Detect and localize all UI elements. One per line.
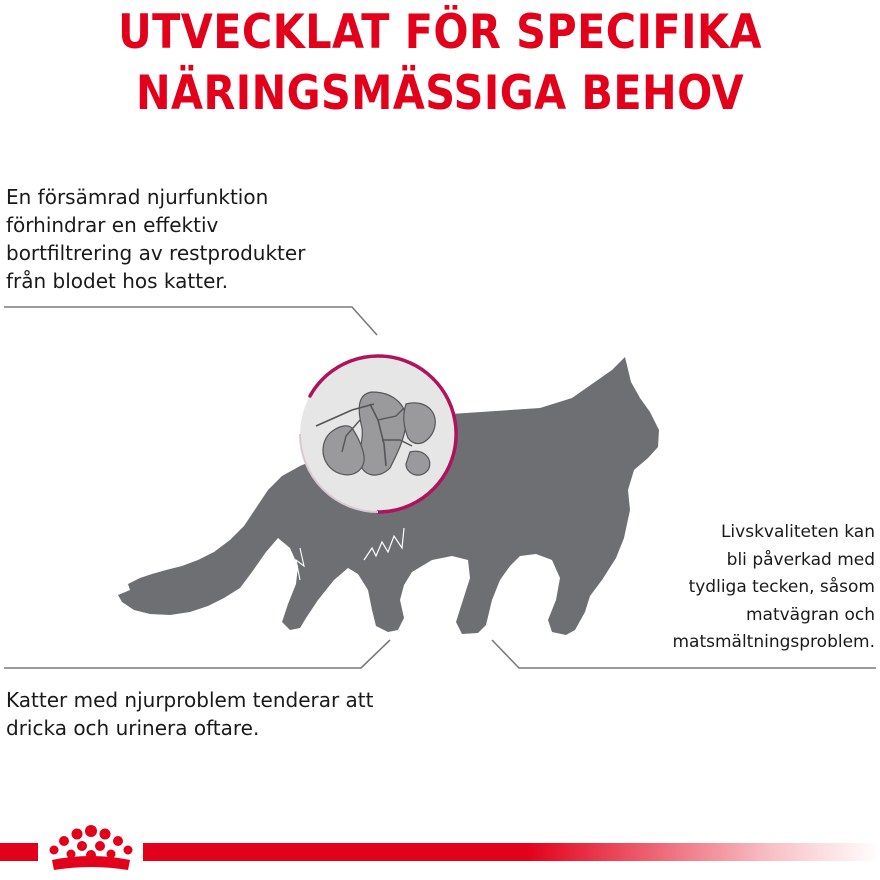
callout-drinking-urination: Katter med njurproblem tenderar att dricka och urinera oftare. <box>6 688 374 740</box>
footer-stripe <box>143 843 880 861</box>
footer-stripe-left <box>0 843 38 861</box>
leader-line-drinking <box>4 640 390 668</box>
callout-quality-of-life: Livskvaliteten kan bli påverkad med tydliga tecken, såsom matvägran och matsmältningsproblem. <box>672 522 875 652</box>
crown-logo-icon <box>44 824 138 872</box>
leader-line-kidney <box>4 307 377 335</box>
leader-line-quality <box>492 640 876 668</box>
callout-kidney-function: En försämrad njurfunktion förhindrar en effektiv bortfiltrering av restprodukter från blodet hos katter. <box>6 185 306 293</box>
headline-line-2: NÄRINGSMÄSSIGA BEHOV <box>135 66 745 121</box>
headline-line-1: UTVECKLAT FÖR SPECIFIKA <box>118 5 762 60</box>
